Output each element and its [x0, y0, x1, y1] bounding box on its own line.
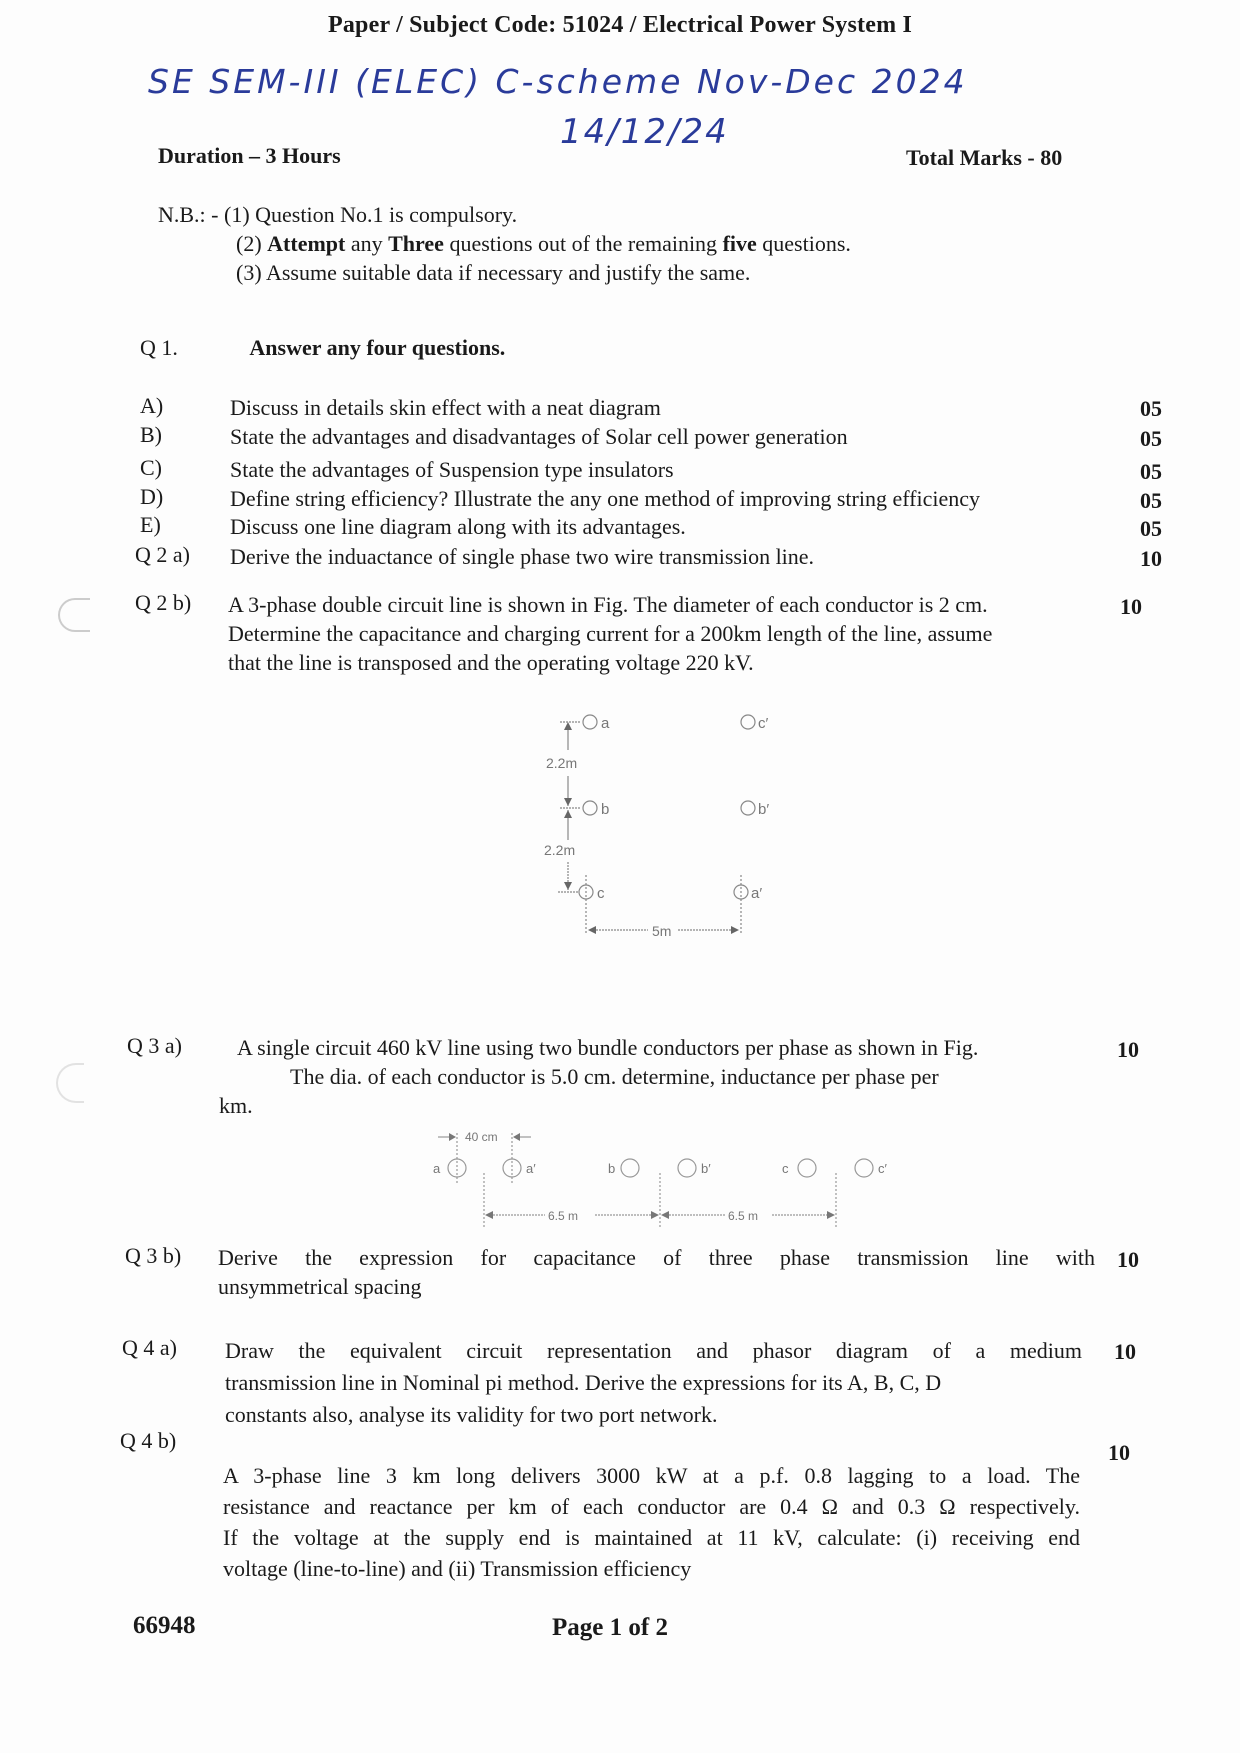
question-marks: 10	[1117, 1037, 1139, 1062]
dim-horizontal: 5m	[652, 923, 672, 939]
dim-vertical-2: 2.2m	[544, 842, 576, 858]
part-marks: 05	[1140, 426, 1162, 451]
label-c-prime: c′	[758, 715, 769, 732]
part-text: Discuss one line diagram along with its advantages.	[230, 514, 686, 539]
dim-bundle: 40 cm	[465, 1130, 498, 1144]
part-label: B)	[140, 422, 162, 447]
handwritten-exam-info: SE SEM-III (ELEC) C-scheme Nov-Dec 2024	[148, 62, 968, 101]
part-marks: 05	[1140, 459, 1162, 484]
scan-artifact	[58, 598, 90, 632]
text-line: Determine the capacitance and charging current for a 200km length of the line, assume	[228, 621, 993, 646]
arrow-icon	[651, 1211, 659, 1219]
instruction-text: questions.	[756, 231, 851, 256]
scan-artifact	[56, 1063, 84, 1103]
arrow-icon	[564, 882, 572, 890]
question-text	[218, 1243, 1095, 1301]
part-marks: 05	[1140, 396, 1162, 421]
question-marks: 10	[1140, 546, 1162, 571]
label-a: a	[601, 715, 610, 732]
text-line: A single circuit 460 kV line using two bundle conductors per phase as shown in Fig.	[237, 1035, 979, 1060]
text-line: voltage (line-to-line) and (ii) Transmission efficiency	[223, 1556, 692, 1581]
instruction-number: (2)	[236, 231, 262, 256]
text-line: transmission line in Nominal pi method. Derive the expressions for its A, B, C, D	[225, 1370, 942, 1395]
duration: Duration – 3 Hours	[158, 143, 341, 168]
q1-heading	[140, 335, 505, 361]
part-label: E)	[140, 512, 161, 537]
question-marks: 10	[1120, 594, 1142, 619]
conductor-b	[621, 1159, 639, 1177]
instructions	[158, 200, 851, 287]
conductor-c-prime	[855, 1159, 873, 1177]
label-a: a	[433, 1161, 441, 1176]
instruction-text: Assume suitable data if necessary and justify the same.	[265, 260, 751, 285]
label-b: b	[601, 801, 610, 818]
part-label: C)	[140, 455, 162, 480]
label-b: b	[608, 1161, 616, 1176]
dim-vertical-1: 2.2m	[546, 755, 578, 771]
instruction-number: (1)	[224, 202, 250, 227]
question-label: Q 4 b)	[120, 1428, 177, 1453]
arrow-icon	[485, 1211, 493, 1219]
question-text	[228, 590, 1128, 677]
arrow-icon	[513, 1133, 520, 1141]
conductor-a	[583, 715, 597, 729]
figure-bundle-conductors	[420, 1125, 900, 1230]
question-text	[223, 1460, 1080, 1584]
question-marks: 10	[1117, 1247, 1139, 1272]
instruction-2	[158, 229, 851, 258]
instruction-text: questions out of the remaining	[443, 231, 723, 256]
question-text: Derive the induactance of single phase two wire transmission line.	[230, 544, 815, 569]
label-b-prime: b′	[758, 801, 770, 818]
instruction-1	[158, 200, 851, 229]
text-line: constants also, analyse its validity for two port network.	[225, 1402, 718, 1427]
conductor-b-prime	[741, 801, 755, 815]
part-text: State the advantages and disadvantages of Solar cell power generation	[230, 424, 848, 449]
instruction-number: (3)	[236, 260, 262, 285]
total-marks: Total Marks - 80	[906, 145, 1063, 170]
instruction-text: Question No.1 is compulsory.	[255, 202, 518, 227]
conductor-c-prime	[741, 715, 755, 729]
part-marks: 05	[1140, 516, 1162, 541]
dim-phase-1: 6.5 m	[548, 1209, 579, 1223]
question-label: Q 4 a)	[122, 1335, 177, 1360]
conductor-b	[583, 801, 597, 815]
question-label: Q 3 a)	[127, 1033, 182, 1058]
part-label: A)	[140, 393, 164, 418]
arrow-icon	[564, 810, 572, 818]
question-label: Q 2 b)	[135, 590, 192, 615]
arrow-icon	[588, 926, 596, 934]
arrow-icon	[449, 1133, 456, 1141]
question-marks: 10	[1108, 1440, 1130, 1465]
instruction-3	[158, 258, 851, 287]
question-marks: 10	[1114, 1339, 1136, 1364]
figure-double-circuit	[520, 700, 780, 940]
paper-code: 66948	[133, 1612, 196, 1639]
nb-prefix: N.B.: -	[158, 202, 219, 227]
text-line: km.	[219, 1093, 253, 1118]
page-number: Page 1 of 2	[552, 1614, 668, 1641]
text-line: A 3-phase double circuit line is shown in Fig. The diameter of each conductor is 2 cm.	[228, 592, 988, 617]
paper-title: Paper / Subject Code: 51024 / Electrical Power System I	[327, 12, 912, 38]
part-text: Discuss in details skin effect with a neat diagram	[230, 395, 661, 420]
question-text	[225, 1335, 1082, 1431]
instruction-bold: five	[722, 231, 757, 256]
conductor-b-prime	[678, 1159, 696, 1177]
label-c-prime: c′	[878, 1161, 887, 1176]
part-text: Define string efficiency? Illustrate the any one method of improving string efficiency	[230, 486, 980, 511]
part-marks: 05	[1140, 488, 1162, 513]
text-line: Derive the expression for capacitance of three phase transmission line with	[218, 1245, 1095, 1270]
question-label: Q 2 a)	[135, 542, 190, 567]
label-b-prime: b′	[701, 1161, 711, 1176]
arrow-icon	[827, 1211, 835, 1219]
question-label: Q 3 b)	[125, 1243, 182, 1268]
instruction-bold: Three	[388, 231, 444, 256]
instruction-text: any	[345, 231, 389, 256]
instruction-bold: Attempt	[267, 231, 346, 256]
label-a-prime: a′	[526, 1161, 536, 1176]
conductor-c	[798, 1159, 816, 1177]
arrow-icon	[564, 722, 572, 730]
text-line: The dia. of each conductor is 5.0 cm. determine, inductance per phase per	[290, 1064, 939, 1089]
question-label: Q 1.	[140, 335, 178, 360]
text-line: Draw the equivalent circuit representation and phasor diagram of a medium	[225, 1338, 1082, 1363]
text-line: If the voltage at the supply end is maintained at 11 kV, calculate: (i) receiving end	[223, 1525, 1080, 1550]
label-a-prime: a′	[751, 885, 763, 902]
handwritten-date: 14/12/24	[560, 112, 729, 152]
text-line: unsymmetrical spacing	[218, 1274, 422, 1299]
q1-instruction: Answer any four questions.	[249, 335, 506, 360]
text-line: that the line is transposed and the operating voltage 220 kV.	[228, 650, 754, 675]
part-label: D)	[140, 484, 164, 509]
text-line: A 3-phase line 3 km long delivers 3000 kW at a p.f. 0.8 lagging to a load. The	[223, 1463, 1080, 1488]
label-c: c	[782, 1161, 789, 1176]
arrow-icon	[661, 1211, 669, 1219]
text-line: resistance and reactance per km of each conductor are 0.4 Ω and 0.3 Ω respectively.	[223, 1494, 1080, 1519]
dim-phase-2: 6.5 m	[728, 1209, 759, 1223]
label-c: c	[597, 885, 605, 902]
part-text: State the advantages of Suspension type insulators	[230, 457, 674, 482]
question-text	[127, 1033, 1107, 1120]
arrow-icon	[731, 926, 739, 934]
arrow-icon	[564, 798, 572, 806]
